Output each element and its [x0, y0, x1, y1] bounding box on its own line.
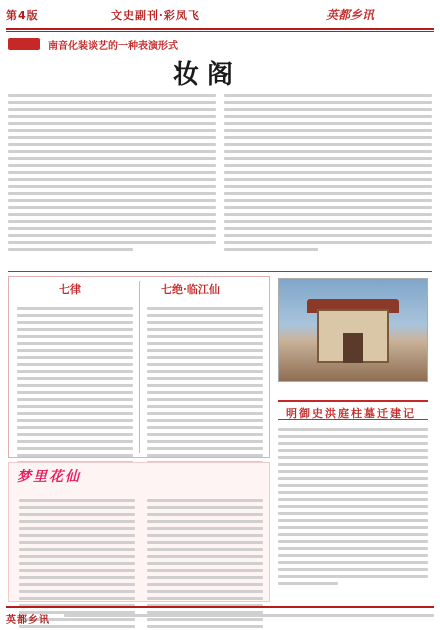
- column-title: 文史副刊·彩凤飞: [111, 9, 200, 22]
- article-banner-title: 南音化装谈艺的一种表演形式: [48, 41, 178, 52]
- footer-info-placeholder: [64, 614, 434, 617]
- header-rule-thin: [6, 31, 434, 32]
- footer-masthead: 英都乡讯: [6, 615, 50, 626]
- tomb-relocation-article: [278, 400, 428, 602]
- dream-flower-column: [8, 462, 270, 602]
- article-text-placeholder: [224, 94, 432, 255]
- tomb-article-placeholder: [278, 428, 428, 589]
- article-text-placeholder: [8, 94, 216, 255]
- poetry-right-placeholder: [147, 307, 263, 475]
- poetry-right-title: 七绝·临江仙: [161, 283, 220, 296]
- section-divider: [8, 271, 432, 272]
- page-header: [6, 6, 434, 28]
- poetry-divider: [139, 281, 140, 453]
- header-rule: [6, 28, 434, 30]
- memorial-gate-photo: [278, 278, 428, 382]
- poetry-left-placeholder: [17, 307, 133, 475]
- gate-door: [343, 333, 363, 363]
- tomb-title-box: [278, 400, 428, 420]
- dream-title: 梦里花仙: [17, 469, 81, 485]
- poetry-left-title: 七律: [59, 283, 81, 296]
- top-article: [8, 36, 432, 268]
- article-headline: 妆阁: [173, 60, 242, 90]
- tomb-article-title: 明御史洪庭柱墓迁建记: [286, 407, 416, 420]
- article-badge: [8, 38, 40, 50]
- paper-name: 英都乡讯: [326, 8, 375, 22]
- poetry-box: [8, 276, 270, 458]
- page-footer: [6, 606, 434, 624]
- edition-number: 第4版: [6, 9, 39, 22]
